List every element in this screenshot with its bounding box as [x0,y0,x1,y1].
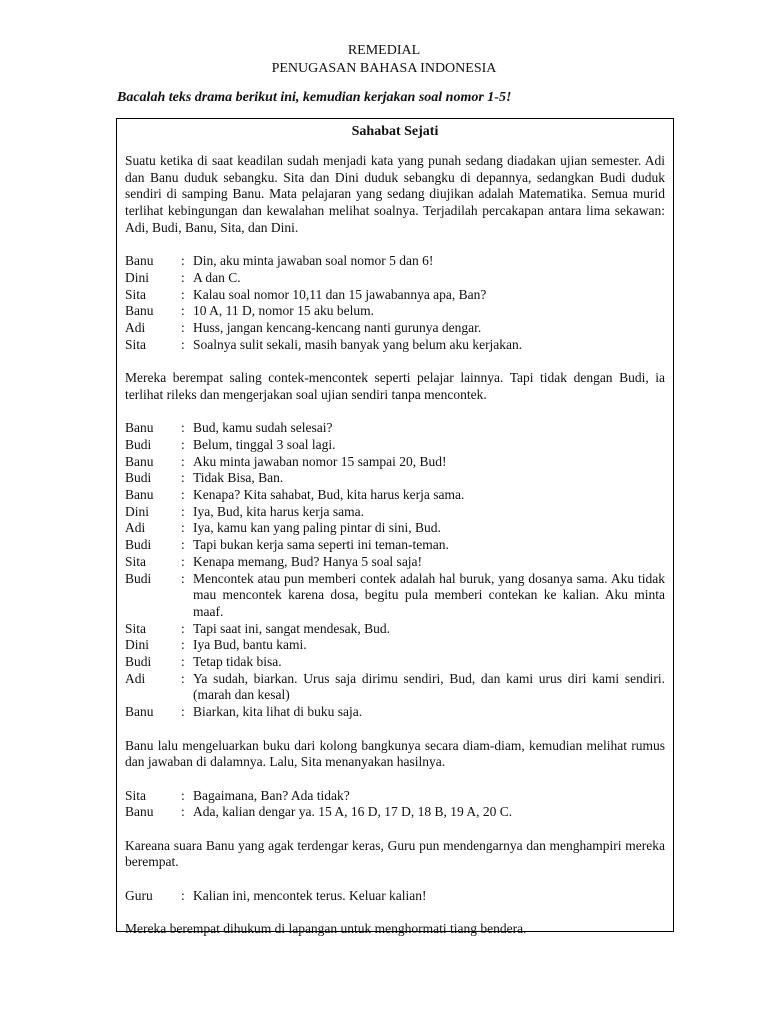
document-subtitle: PENUGASAN BAHASA INDONESIA [271,61,497,76]
drama-content [125,153,665,938]
speaker-colon: : [181,253,185,269]
speaker-name: Dini [125,637,150,653]
dialog-line [125,571,665,621]
dialog-text: Tapi bukan kerja sama seperti ini teman-teman. [193,537,449,553]
dialog-line [125,788,665,805]
paragraph-gap [125,821,665,838]
speaker-name: Banu [125,453,154,469]
dialog-line [125,287,665,304]
speaker-name: Sita [125,787,147,803]
dialog-text: Kalian ini, mencontek terus. Keluar kalian! [193,887,427,903]
dialog-line [125,654,665,671]
narration-paragraph: Kareana suara Banu yang agak terdengar keras, Guru pun mendengarnya dan menghampiri mereka berempat. [125,837,665,870]
dialog-line [125,303,665,320]
paragraph-gap [125,237,665,254]
speaker-colon: : [181,537,185,553]
dialog-text: Biarkan, kita lihat di buku saja. [193,704,363,720]
document-title: REMEDIAL [347,43,421,58]
dialog-text: Iya, Bud, kita harus kerja sama. [193,503,364,519]
dialog-text: Tetap tidak bisa. [193,654,282,670]
speaker-colon: : [181,654,185,670]
dialog-line [125,671,665,704]
narration-paragraph: Mereka berempat dihukum di lapangan untuk menghormati tiang bendera. [125,921,527,937]
dialog-text: Soalnya sulit sekali, masih banyak yang belum aku kerjakan. [193,336,523,352]
speaker-name: Banu [125,487,154,503]
paragraph-gap [125,871,665,888]
dialog-text: Belum, tinggal 3 soal lagi. [193,436,336,452]
dialog-line [125,537,665,554]
dialog-line [125,437,665,454]
dialog-block [125,253,665,353]
dialog-text: Iya Bud, bantu kami. [193,637,307,653]
speaker-name: Adi [125,670,146,686]
dialog-line [125,454,665,471]
dialog-line [125,637,665,654]
dialog-text: Kenapa memang, Bud? Hanya 5 soal saja! [193,553,423,569]
dialog-text: A dan C. [193,269,241,285]
dialog-text: Tapi saat ini, sangat mendesak, Bud. [193,620,391,636]
speaker-name: Banu [125,253,154,269]
dialog-line [125,420,665,437]
paragraph-gap [125,905,665,922]
speaker-name: Budi [125,654,152,670]
speaker-name: Budi [125,470,152,486]
speaker-name: Sita [125,553,147,569]
narration-paragraph: Suatu ketika di saat keadilan sudah menjadi kata yang punah sedang diadakan ujian semester. Adi dan Banu duduk sebangku. Sita dan Dini duduk sebangku di depannya, sedangkan Budi duduk sendiri di samping Banu. Mata pelajaran yang sedang diujikan adalah Matematika. Semua murid terlihat kebingungan dan kewalahan melihat soalnya. Terjadilah percakapan antara lima sekawan: Adi, Budi, Banu, Sita, dan Dini. [125,153,665,235]
speaker-colon: : [181,420,185,436]
dialog-text: 10 A, 11 D, nomor 15 aku belum. [193,303,374,319]
drama-title: Sahabat Sejati [351,124,439,139]
dialog-line [125,320,665,337]
dialog-line [125,253,665,270]
speaker-colon: : [181,787,185,803]
paragraph-gap [125,404,665,421]
speaker-colon: : [181,269,185,285]
speaker-name: Sita [125,620,147,636]
paragraph-gap [125,353,665,370]
dialog-line [125,504,665,521]
paragraph-gap [125,721,665,738]
dialog-line [125,470,665,487]
dialog-line [125,888,665,905]
dialog-text: Mencontek atau pun memberi contek adalah hal buruk, yang dosanya sama. Aku tidak mau mencontek karena dosa, begitu pula memberi contekan ke kalian. Aku minta maaf. [193,570,665,619]
dialog-text: Aku minta jawaban nomor 15 sampai 20, Bud! [193,453,447,469]
dialog-line [125,337,665,354]
speaker-name: Dini [125,503,150,519]
dialog-line [125,554,665,571]
speaker-colon: : [181,670,185,686]
speaker-name: Banu [125,420,154,436]
speaker-colon: : [181,303,185,319]
speaker-name: Sita [125,336,147,352]
drama-text-box [116,118,674,937]
dialog-line [125,270,665,287]
speaker-name: Banu [125,704,154,720]
speaker-colon: : [181,570,185,586]
dialog-line [125,487,665,504]
dialog-line [125,520,665,537]
speaker-colon: : [181,520,185,536]
instruction-text: Bacalah teks drama berikut ini, kemudian kerjakan soal nomor 1-5! [117,90,512,105]
dialog-text: Iya, kamu kan yang paling pintar di sini, Bud. [193,520,441,536]
paragraph-gap [125,771,665,788]
dialog-text: Bagaimana, Ban? Ada tidak? [193,787,350,803]
dialog-text: Huss, jangan kencang-kencang nanti gurunya dengar. [193,320,482,336]
dialog-text: Kalau soal nomor 10,11 dan 15 jawabannya apa, Ban? [193,286,487,302]
narration-paragraph: Mereka berempat saling contek-mencontek seperti pelajar lainnya. Tapi tidak dengan Budi, ia terlihat rileks dan mengerjakan soal ujian sendiri tanpa mencontek. [125,370,665,402]
speaker-name: Budi [125,570,152,586]
speaker-colon: : [181,637,185,653]
speaker-colon: : [181,553,185,569]
speaker-colon: : [181,320,185,336]
speaker-colon: : [181,286,185,302]
speaker-name: Budi [125,537,152,553]
speaker-colon: : [181,436,185,452]
speaker-colon: : [181,336,185,352]
speaker-colon: : [181,453,185,469]
speaker-name: Banu [125,303,154,319]
speaker-colon: : [181,704,185,720]
speaker-colon: : [181,487,185,503]
dialog-text: Kenapa? Kita sahabat, Bud, kita harus kerja sama. [193,487,465,503]
dialog-text: Ada, kalian dengar ya. 15 A, 16 D, 17 D, 18 B, 19 A, 20 C. [193,804,513,820]
speaker-colon: : [181,804,185,820]
dialog-line [125,621,665,638]
dialog-line [125,704,665,721]
dialog-text: Din, aku minta jawaban soal nomor 5 dan 6! [193,253,434,269]
speaker-name: Adi [125,520,146,536]
speaker-colon: : [181,503,185,519]
dialog-text: Bud, kamu sudah selesai? [193,420,333,436]
speaker-colon: : [181,470,185,486]
dialog-block [125,888,665,905]
dialog-text: Tidak Bisa, Ban. [193,470,284,486]
speaker-name: Dini [125,269,150,285]
speaker-name: Banu [125,804,154,820]
speaker-colon: : [181,620,185,636]
dialog-text: Ya sudah, biarkan. Urus saja dirimu sendiri, Bud, dan kami urus diri kami sendiri. (marah dan kesal) [193,670,665,703]
dialog-line [125,804,665,821]
speaker-colon: : [181,887,185,903]
narration-paragraph: Banu lalu mengeluarkan buku dari kolong bangkunya secara diam-diam, kemudian melihat rumus dan jawaban di dalamnya. Lalu, Sita menanyakan hasilnya. [125,737,665,770]
speaker-name: Sita [125,286,147,302]
dialog-block [125,788,665,821]
speaker-name: Guru [125,887,153,903]
speaker-name: Budi [125,436,152,452]
dialog-block [125,420,665,721]
speaker-name: Adi [125,320,146,336]
